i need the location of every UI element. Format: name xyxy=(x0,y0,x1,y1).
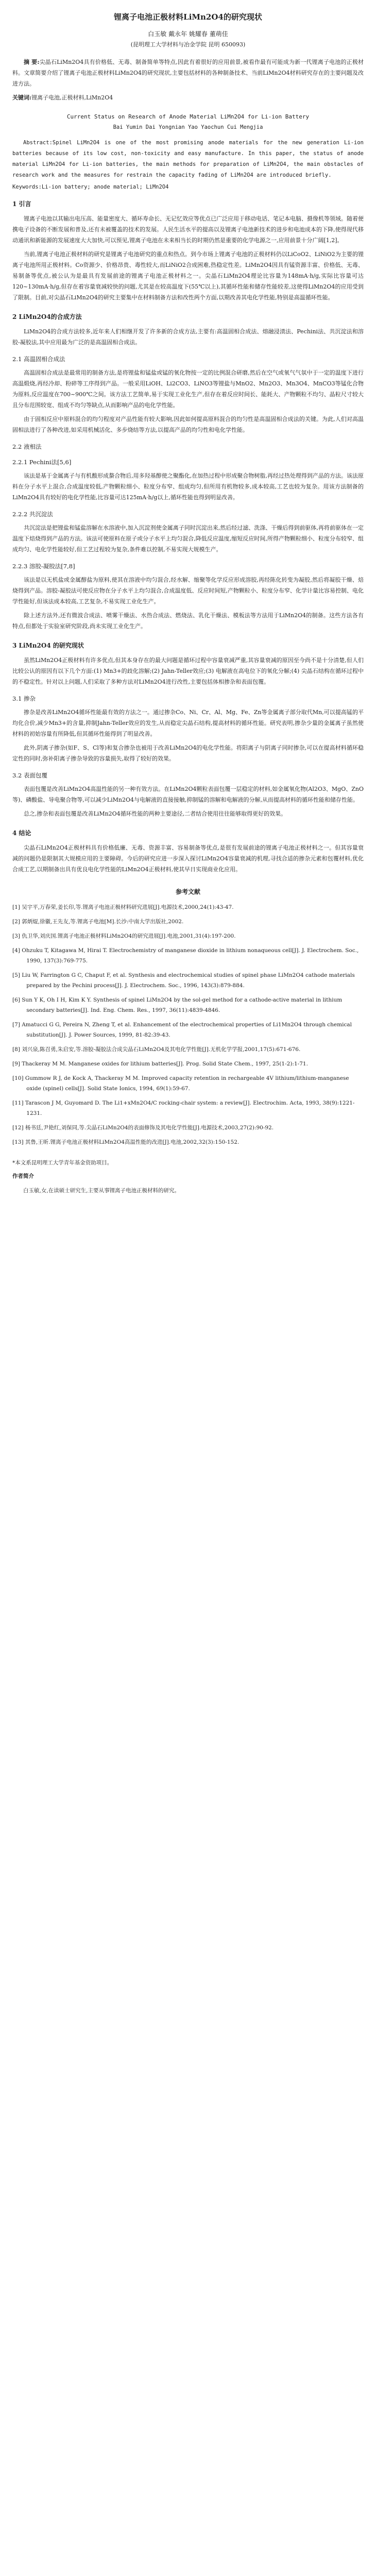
subsection-heading: 2.2 液相法 xyxy=(12,443,42,450)
section-paragraph: 该法是基于金属离子与有机酸形成螯合物后,用多羟基醇使之聚酯化,在加热过程中形成聚合物树脂,再经过热处理得到产品的方法。该法原料在分子水平上混合,合成温度较低,产物颗粒细小、粒度分布窄、组成均匀,但所用有机物较多,成本较高,工艺也较为复杂。用该方法制备的LiMn2O4具有较好的电化学性能,比容量可达125mA·h/g以上,循环性能也得到明显改善。 xyxy=(12,472,364,501)
section-paragraph: 虽然LiMn2O4正极材料有许多优点,但其本身存在的最大问题是循环过程中容量衰减严重,其容量衰减的原因至今尚不是十分清楚,但人们比较公认的原因有以下几个方面:(1) Mn3+的歧化溶解;(2) Jahn-Teller效应;(3) 电解液在高电位下的氧化分解;(4) 尖晶石结构在循环过程中的不稳定性。针对以上问题,人们采取了多种方法对LiMn2O4进行改性,主要包括体相掺杂和表面包覆。 xyxy=(12,657,364,685)
section-paragraph: 由于固相反应中原料混合的均匀程度对产品性能有较大影响,因此如何提高原料混合的均匀性是高温固相合成法的关键。为此,人们对高温固相法进行了各种改进,如采用机械活化、多步烧结等方法,以提高产品的均匀性和电化学性能。 xyxy=(12,416,364,433)
abstract-cn xyxy=(12,57,364,89)
reference-item: [12] 杨书廷,尹艳红,刘保同,等.尖晶石LiMn2O4的表面修饰及其电化学性能[J].电源技术,2003,27(2):90-92. xyxy=(12,1125,274,1131)
references-title: 参考文献 xyxy=(175,888,200,895)
section-paragraph: 锂离子电池以其输出电压高、能量密度大、循环寿命长、无记忆效应等优点已广泛应用于移动电话、笔记本电脑、摄像机等领域。随着便携电子设备的不断发展和普及,还有未被覆盖的技术的发展。人民生活水平的提高以及锂离子电池新技术的进步和电池成本的下降,使得现代移动通讯和新能源的发展速度大大加快,可以预见,锂离子电池在未来相当长的时期仍然是重要的化学电源之一,应用前景十分广阔[1,2]。 xyxy=(12,215,364,244)
reference-item: [3] 仇卫华,刘庆国.锂离子电池正极材料LiMn2O4的研究进展[J].电池,2001,31(4):197-200. xyxy=(12,933,236,939)
author-bio: 白玉敏,女,在读硕士研究生,主要从事锂离子电池正极材料的研究。 xyxy=(23,1188,180,1194)
subsubsection-heading: 2.2.2 共沉淀法 xyxy=(12,511,53,518)
reference-item: [10] Gummow R J, de Kock A, Thackeray M M. Improved capacity retention in rechargeable 4V lithium/lithium-manganese oxide (spinel) cells[J]. Solid State Ionics, 1994, 69(1):59-67. xyxy=(12,1075,349,1092)
reference-item: [5] Liu W, Farrington G C, Chaput F, et al. Synthesis and electrochemical studies of spinel phase LiMn2O4 cathode materials prepared by the Pechini process[J]. J. Electrochem. Soc., 1996, 143(3):879-884. xyxy=(12,972,355,989)
reference-item: [6] Sun Y K, Oh I H, Kim K Y. Synthesis of spinel LiMn2O4 by the sol-gel method for a cathode-active material in lithium secondary batteries[J]. Ind. Eng. Chem. Res., 1997, 36(11):4839-4846. xyxy=(12,997,343,1013)
reference-item: [2] 郭炳焜,徐徽,王先友,等.锂离子电池[M].长沙:中南大学出版社,2002. xyxy=(12,919,184,925)
section-paragraph: 此外,阴离子掺杂(如F、S、Cl等)和复合掺杂也被用于改善LiMn2O4的电化学性能。将阳离子与阴离子同时掺杂,可以在提高材料循环稳定性的同时,弥补阳离子掺杂导致的容量损失,取得了较好的效果。 xyxy=(12,744,364,762)
section-paragraph: 该法是以无机盐或金属醇盐为原料,使其在溶液中均匀混合,经水解、缩聚等化学反应形成溶胶,再经陈化转变为凝胶,然后将凝胶干燥、焙烧得到产品。溶胶-凝胶法可使反应物在分子水平上均匀混合,合成温度低、反应时间短,产物颗粒小、粒度分布窄、化学计量比容易控制、电化学性能好,但该法成本较高,工艺复杂,不易实现工业化生产。 xyxy=(12,577,364,605)
section-paragraph: 尖晶石LiMn2O4正极材料具有价格低廉、无毒、资源丰富、容易制备等优点,是很有发展前途的锂离子电池正极材料之一。但其容量衰减的问题仍是限制其大规模应用的主要障碍。今后的研究应进一步深入探讨LiMn2O4容量衰减的机理,寻找合适的掺杂元素和包覆材料,优化合成工艺,以期制备出具有优良电化学性能的LiMn2O4正极材料,使其早日实现商业化应用。 xyxy=(12,844,364,873)
paper-body xyxy=(12,0,364,1196)
section-paragraph: 高温固相合成法是最常用的制备方法,是将锂盐和锰盐或锰的氧化物按一定的比例混合研磨,然后在空气或氧气气氛中于一定的温度下进行高温煅烧,再经冷却、粉碎等工序得到产品。一般采用LiOH、Li2CO3、LiNO3等锂盐与MnO2、Mn2O3、Mn3O4、MnCO3等锰化合物为原料,反应温度在700~900℃之间。该方法工艺简单,易于实现工业化生产,但存在着反应时间长、能耗大、产物颗粒不均匀、晶粒尺寸较大且分布范围较宽、组成不均匀等缺点,从而影响产品的电化学性能。 xyxy=(12,369,364,409)
english-authors: Bai Yumin Dai Yongnian Yao Yaochun Cui Mengjia xyxy=(113,124,263,130)
section-paragraph: 掺杂是改善LiMn2O4循环性能最有效的方法之一。通过掺杂Co、Ni、Cr、Al、Mg、Fe、Zn等金属离子部分取代Mn,可以提高锰的平均化合价,减少Mn3+的含量,抑制Jahn-Teller效应的发生,从而稳定尖晶石结构,提高材料的循环性能。研究表明,掺杂少量的金属离子虽然使材料的初始容量有所降低,但其循环性能得到了明显改善。 xyxy=(12,709,364,737)
keywords-en xyxy=(12,184,364,190)
paper-authors: 白玉敏 戴永年 姚耀春 董萌佳 xyxy=(148,30,228,38)
funding-note: *本文系昆明理工大学青年基金资助项目。 xyxy=(12,1160,113,1166)
author-bio-heading: 作者简介 xyxy=(12,1173,34,1179)
abstract-cn-text: 尖晶石LiMn2O4具有价格低、无毒、制备简单等特点,因此有着很好的应用前景,被看作最有可能成为新一代锂离子电池的正极材料。文章简要介绍了锂离子电池正极材料LiMn2O4的研究现状,主要包括材料的各种制备技术、当前LiMn2O4材料研究存在的主要问题及改进方法。 xyxy=(12,59,364,87)
reference-item: [11] Tarascon J M, Guyomard D. The Li1+xMn2O4/C rocking-chair system: a review[J]. Electrochim. Acta, 1993, 38(9):1221-1231. xyxy=(12,1100,355,1116)
abstract-cn-label: 摘 要: xyxy=(24,59,40,65)
section-heading: 1 引言 xyxy=(12,200,31,208)
paper-affiliation: (昆明理工大学材料与冶金学院 昆明 650093) xyxy=(130,41,246,48)
section-paragraph: 除上述方法外,还有微波合成法、喷雾干燥法、水热合成法、燃烧法、乳化干燥法、模板法等方法用于LiMn2O4的制备。这些方法各有特点,但都处于实验室研究阶段,尚未实现工业化生产。 xyxy=(12,612,364,630)
keywords-cn-label: 关键词: xyxy=(12,94,32,101)
section-paragraph: 表面包覆是改善LiMn2O4高温性能的另一种有效方法。在LiMn2O4颗粒表面包覆一层稳定的材料,如金属氧化物(Al2O3、MgO、ZnO等)、磷酸盐、导电聚合物等,可以减少LiMn2O4与电解液的直接接触,抑制锰的溶解和电解液的分解,从而提高材料的循环性能和储存性能。 xyxy=(12,786,364,803)
paper-title: 锂离子电池正极材料LiMn2O4的研究现状 xyxy=(114,12,262,22)
section-paragraph: 共沉淀法是把锂盐和锰盐溶解在水溶液中,加入沉淀剂使金属离子同时沉淀出来,然后经过滤、洗涤、干燥后得到前驱体,再将前驱体在一定温度下焙烧得到产品的方法。该法可使原料在原子或分子水平上均匀混合,降低反应温度,缩短反应时间,所得产物颗粒细小、粒度分布较窄、组成均匀、电化学性能较好,但工艺过程较为复杂,条件难以控制,不易实现大规模生产。 xyxy=(12,524,364,553)
reference-item: [7] Amatucci G G, Pereira N, Zheng T, et al. Enhancement of the electrochemical properties of Li1Mn2O4 through chemical substitution[J]. J. Power Sources, 1999, 81-82:39-43. xyxy=(12,1022,352,1038)
subsection-heading: 3.2 表面包覆 xyxy=(12,772,47,779)
abstract-en xyxy=(12,138,364,181)
section-paragraph: 当前,锂离子电池正极材料的研究是锂离子电池研究的重点和热点。到今市场上锂离子电池的正极材料仍以LiCoO2、LiNiO2为主要的锂离子电池所用正极材料。Co资源少、价格昂贵、毒性较大,而LiNiO2合成困难,热稳定性差。LiMn2O4因具有锰资源丰富、价格低、无毒、易制备等优点,被公认为是最具有发展前途的锂离子电池正极材料之一。尖晶石LiMn2O4理论比容量为148mA·h/g,实际比容量可达120~130mA·h/g,但存在着容量衰减较快的问题,尤其是在较高温度下(55℃以上),其循环性能和储存性能较差,这使得LiMn2O4的应用受到了限制。目前,对尖晶石LiMn2O4的研究主要集中在材料制备方法和改性两个方面,以期改善其电化学性能,特别是高温循环性能。 xyxy=(12,251,364,301)
keywords-cn xyxy=(12,92,364,103)
section-heading: 3 LiMn2O4 的研究现状 xyxy=(12,642,84,649)
section-paragraph: LiMn2O4的合成方法较多,近年来人们相继开发了许多新的合成方法,主要有:高温固相合成法、熔融浸渍法、Pechini法、共沉淀法和溶胶-凝胶法,其中应用最为广泛的是高温固相合成法。 xyxy=(12,328,364,346)
subsubsection-heading: 2.2.1 Pechini法[5,6] xyxy=(12,459,72,466)
abstract-en-text: Spinel LiMn2O4 is one of the most promising anode materials for the new generation Li-ion batteries because of its low cost, non-toxicity and easy manufacture. In this paper, the status of anode material LiMn2O4 for Li-ion batteries, the main methods for preparation of LiMn2O4, the main obstacles of research work and the measures for restrain the capacity fading of LiMn2O4 are introduced briefly. xyxy=(12,140,364,178)
abstract-en-label: Abstract: xyxy=(23,140,53,146)
subsubsection-heading: 2.2.3 溶胶-凝胶法[7,8] xyxy=(12,563,75,570)
reference-item: [1] 吴宇平,万春荣,姜长印,等.锂离子电池正极材料研究进展[J].电源技术,2000,24(1):43-47. xyxy=(12,904,234,910)
reference-item: [8] 刘兴泉,陈召勇,朱启安,等.溶胶-凝胶法合成尖晶石LiMn2O4及其电化学性能[J].无机化学学报,2001,17(5):671-676. xyxy=(12,1046,301,1053)
keywords-en-label: Keywords: xyxy=(12,184,42,190)
subsection-heading: 2.1 高温固相合成法 xyxy=(12,355,65,363)
reference-item: [4] Ohzuku T, Kitagawa M, Hirai T. Electrochemistry of manganese dioxide in lithium nonaqueous cell[J]. J. Electrochem. Soc., 1990, 137(3):769-775. xyxy=(12,947,359,964)
keywords-en-text: Li-ion battery; anode material; LiMn2O4 xyxy=(41,184,169,190)
section-paragraph: 总之,掺杂和表面包覆是改善LiMn2O4循环性能的两种主要途径,二者结合使用往往能够取得更好的效果。 xyxy=(24,810,287,817)
english-title: Current Status on Research of Anode Material LiMn2O4 for Li-ion Battery xyxy=(66,113,310,120)
references-list xyxy=(12,902,364,1147)
section-heading: 4 结论 xyxy=(12,829,31,837)
keywords-cn-text: 锂离子电池,正极材料,LiMn2O4 xyxy=(31,94,113,101)
subsection-heading: 3.1 掺杂 xyxy=(12,695,36,702)
reference-item: [9] Thackeray M M. Manganese oxides for lithium batteries[J]. Prog. Solid State Chem., 1997, 25(1-2):1-71. xyxy=(12,1061,308,1067)
section-heading: 2 LiMn2O4的合成方法 xyxy=(12,313,82,320)
reference-item: [13] 其鲁,王昕.锂离子电池正极材料LiMn2O4高温性能的改进[J].电池,2002,32(3):150-152. xyxy=(12,1139,240,1145)
